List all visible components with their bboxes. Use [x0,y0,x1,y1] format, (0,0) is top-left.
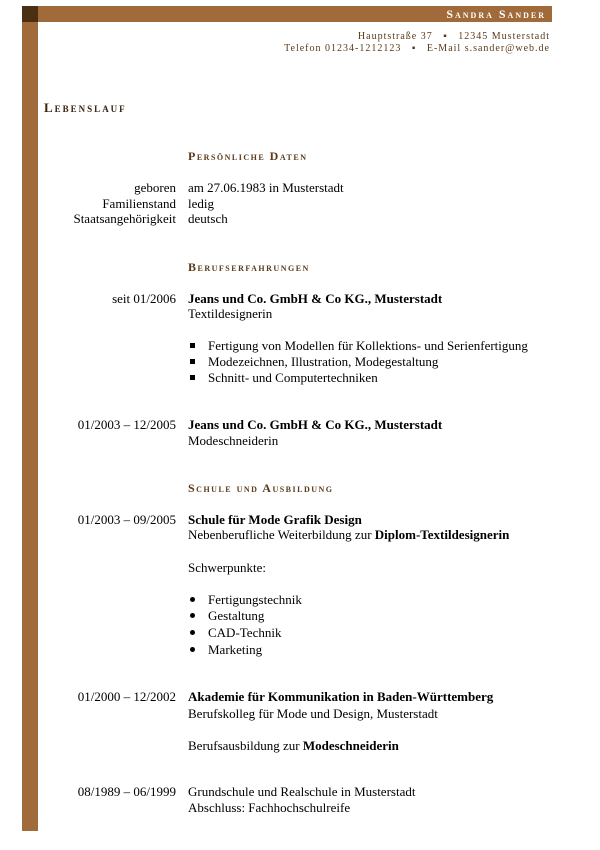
edu-1-school: Schule für Mode Grafik Design [188,512,362,527]
round-bullet-icon [190,597,195,602]
edu-2-date: 01/2000 – 12/2002 [77,689,176,704]
job-1-role: Textildesignerin [188,306,273,321]
label-nationality: Staatsangehörigkeit [73,211,176,226]
round-bullet-icon [190,647,195,652]
applicant-name: Sandra Sander [446,7,546,21]
edu-1-line: Nebenberufliche Weiterbildung zur Diplom-Textildesignerin [188,527,510,542]
edu-1-focus-label: Schwerpunkte: [188,560,266,575]
edu-3-line2: Abschluss: Fachhochschulreife [188,800,351,815]
label-marital-status: Familienstand [102,196,176,211]
edu-2-line: Berufskolleg für Mode und Design, Musterstadt [188,706,438,721]
edu-2-line2: Berufsausbildung zur Modeschneiderin [188,738,399,753]
corner-block [22,6,38,22]
round-bullet-icon [190,630,195,635]
edu-2-school: Akademie für Kommunikation in Baden-Württemberg [188,689,494,704]
square-bullet-icon [190,375,195,380]
edu-1-focus-2: Gestaltung [188,608,264,624]
address-line: Hauptstraße 37 ▪ 12345 Musterstadt [357,31,550,42]
edu-1-date: 01/2003 – 09/2005 [77,512,176,527]
round-bullet-icon [190,613,195,618]
square-bullet-icon [190,359,195,364]
edu-1-focus-1: Fertigungstechnik [188,592,302,608]
value-born: am 27.06.1983 in Musterstadt [188,180,344,195]
job-1-bullet-1: Fertigung von Modellen für Kollektions- und Serienfertigung [188,338,528,354]
job-1-company: Jeans und Co. GmbH & Co KG., Musterstadt [188,291,443,306]
square-bullet-icon [190,343,195,348]
job-1-bullet-3: Schnitt- und Computertechniken [188,370,378,386]
section-heading-education: Schule und Ausbildung [188,481,334,495]
section-heading-experience: Berufserfahrungen [188,260,310,274]
job-2-role: Modeschneiderin [188,433,279,448]
left-accent-bar [22,6,38,831]
value-nationality: deutsch [188,211,228,226]
edu-1-focus-3: CAD-Technik [188,625,281,641]
edu-3-line: Grundschule und Realschule in Musterstadt [188,784,416,799]
edu-1-focus-4: Marketing [188,642,262,658]
value-marital-status: ledig [188,196,214,211]
job-1-bullet-2: Modezeichnen, Illustration, Modegestaltung [188,354,438,370]
section-heading-personal: Persönliche Daten [188,149,308,163]
label-born: geboren [134,180,176,195]
name-bar [38,6,552,22]
page-title: Lebenslauf [44,100,127,115]
job-2-date: 01/2003 – 12/2005 [77,417,176,432]
job-2-company: Jeans und Co. GmbH & Co KG., Musterstadt [188,417,443,432]
edu-3-date: 08/1989 – 06/1999 [77,784,176,799]
contact-line: Telefon 01234-1212123 ▪ E-Mail s.sander@web.de [284,43,550,54]
job-1-date: seit 01/2006 [112,291,176,306]
